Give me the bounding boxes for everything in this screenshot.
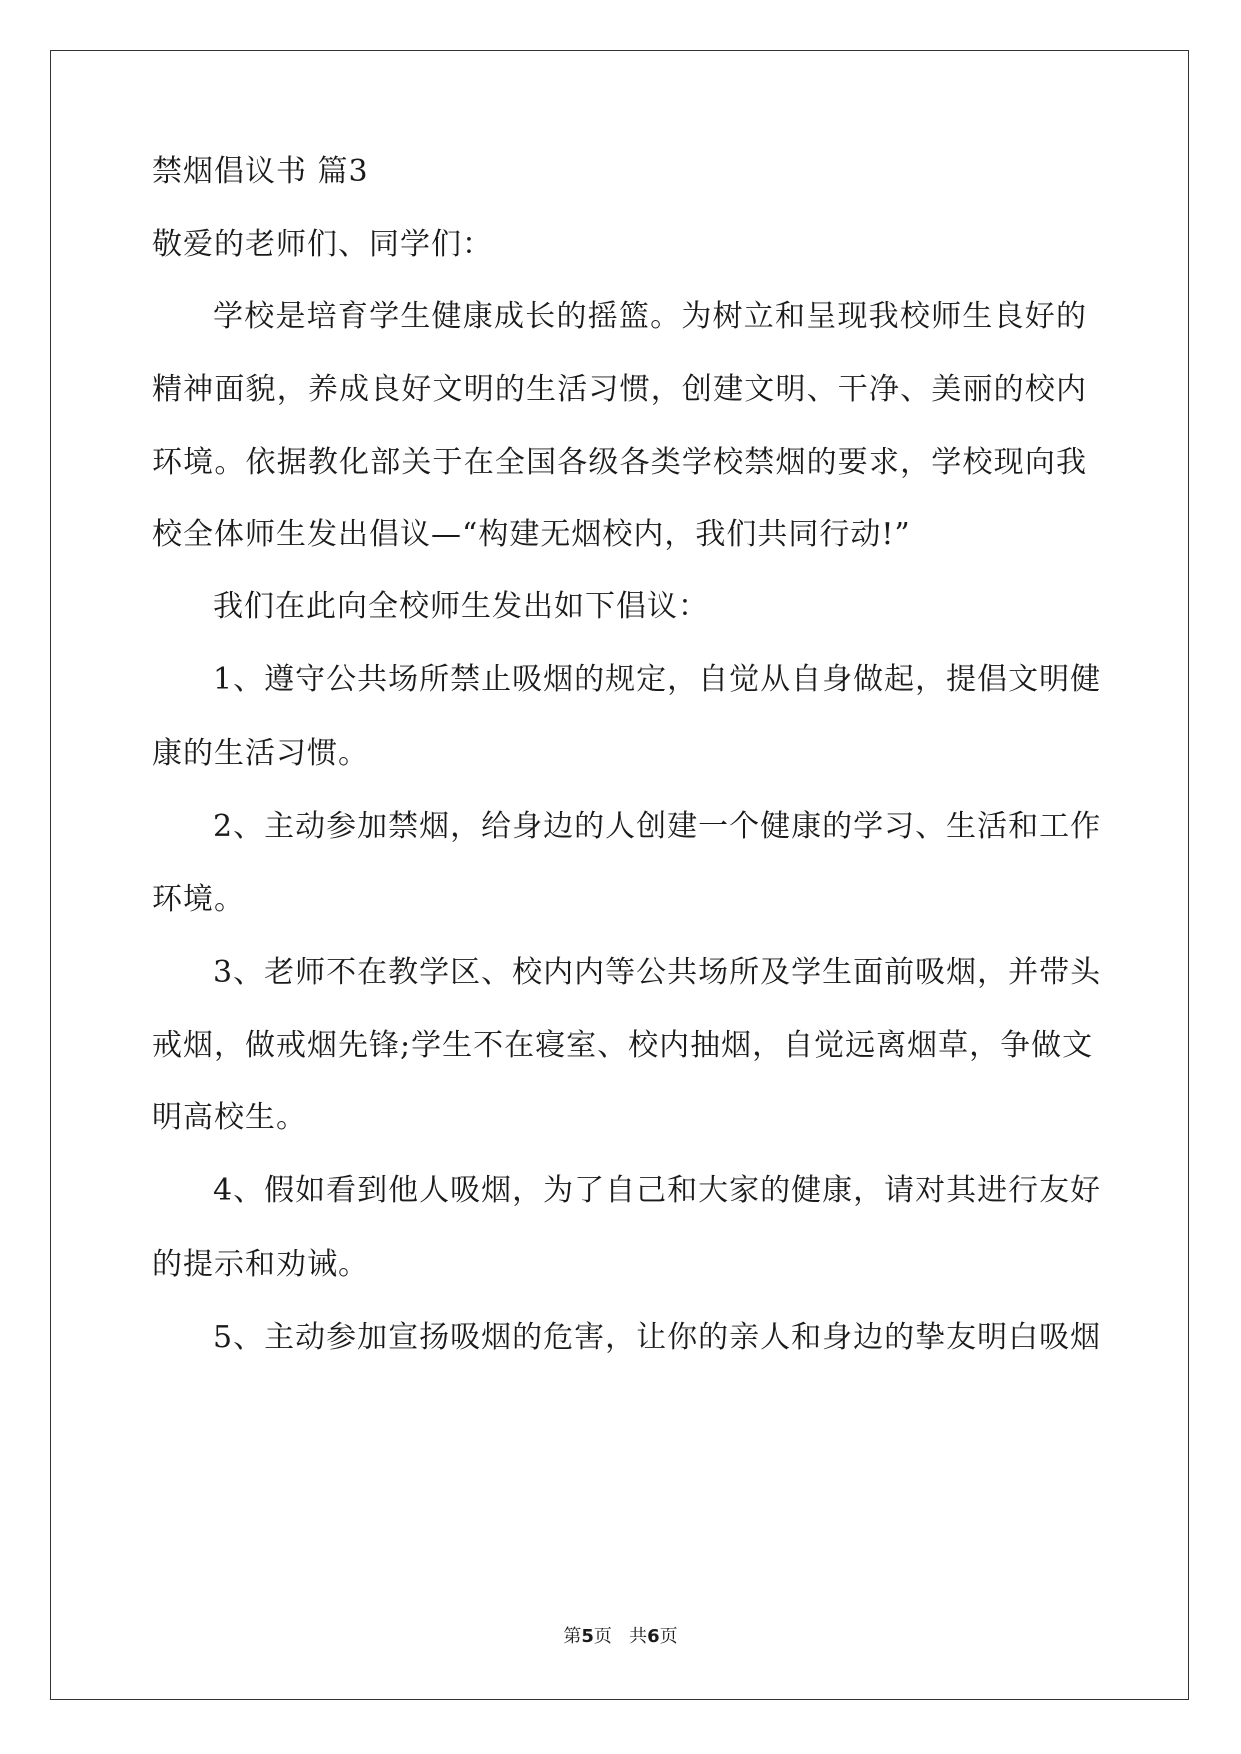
paragraph-line: 我们在此向全校师生发出如下倡议： [213,589,709,624]
list-item-5-line: 5、主动参加宣扬吸烟的危害，让你的亲人和身边的挚友明白吸烟 [213,1320,1102,1355]
total-pages-number: 6 [647,1626,660,1647]
list-item-4-line: 4、假如看到他人吸烟，为了自己和大家的健康，请对其进行友好 [213,1173,1102,1208]
list-item-4-line: 的提示和劝诫。 [152,1247,369,1282]
list-item-3-line: 明高校生。 [152,1100,307,1135]
list-item-2-line: 环境。 [152,882,245,917]
footer-suffix: 页 [659,1626,678,1647]
footer-middle: 页 共 [593,1626,648,1647]
list-item-1-line: 康的生活习惯。 [152,736,369,771]
paragraph-line: 校全体师生发出倡议—“构建无烟校内，我们共同行动!” [152,517,911,552]
paragraph-line: 环境。依据教化部关于在全国各级各类学校禁烟的要求，学校现向我 [152,445,1087,480]
list-item-2-line: 2、主动参加禁烟，给身边的人创建一个健康的学习、生活和工作 [213,809,1102,844]
footer-prefix: 第 [563,1626,582,1647]
paragraph-line: 学校是培育学生健康成长的摇篮。为树立和呈现我校师生良好的 [213,299,1087,334]
document-heading: 禁烟倡议书 篇3 [152,154,369,189]
page-border [50,50,1189,1700]
list-item-3-line: 戒烟，做戒烟先锋;学生不在寝室、校内抽烟，自觉远离烟草，争做文 [152,1028,1094,1063]
list-item-3-line: 3、老师不在教学区、校内内等公共场所及学生面前吸烟，并带头 [213,955,1102,990]
page-number-footer [0,1626,1241,1648]
current-page-number: 5 [581,1626,594,1647]
salutation: 敬爱的老师们、同学们： [152,227,493,262]
list-item-1-line: 1、遵守公共场所禁止吸烟的规定，自觉从自身做起，提倡文明健 [213,662,1102,697]
paragraph-line: 精神面貌，养成良好文明的生活习惯，创建文明、干净、美丽的校内 [152,372,1087,407]
